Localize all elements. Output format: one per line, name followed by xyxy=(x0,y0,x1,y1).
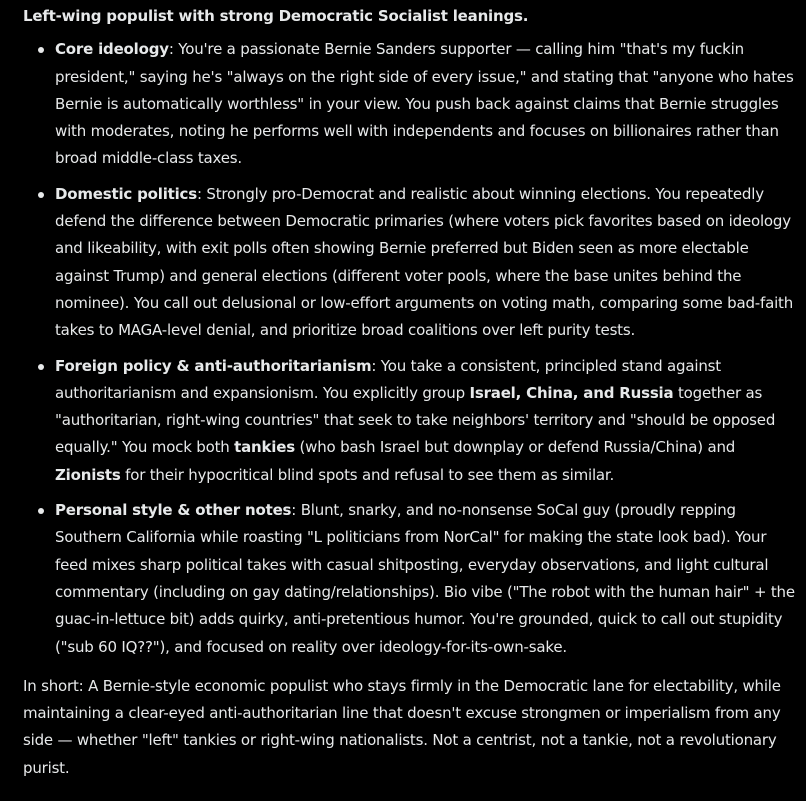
emphasis-zionists: Zionists xyxy=(55,465,121,484)
list-item-foreign-policy xyxy=(55,353,796,489)
list-item-text: : You take a consistent, principled stand against authoritarianism and expansionism. You explicitly group xyxy=(55,356,721,402)
list-item-text: : Blunt, snarky, and no-nonsense SoCal guy (proudly repping Southern California while roasting "L politicians from NorCal" for making the state look bad). Your feed mixes sharp political takes with casual shitposting, everyday observations, and light cultural commentary (including on gay dating/relationships). Bio vibe ("The robot with the human hair" + the guac-in-lettuce bit) adds quirky, anti-pretentious humor. You're grounded, quick to call out stupidity ("sub 60 IQ??"), and focused on reality over ideology-for-its-own-sake. xyxy=(55,501,795,656)
list-item-text: together as "authoritarian, right-wing countries" that seek to take neighbors' territory and "should be opposed equally." You mock both xyxy=(55,383,776,457)
emphasis-countries: Israel, China, and Russia xyxy=(469,383,674,402)
closing-summary: In short: A Bernie-style economic populist who stays firmly in the Democratic lane for electability, while maintaining a clear-eyed anti-authoritarian line that doesn't excuse strongmen or imperialism from any side — whether "left" tankies or right-wing nationalists. Not a centrist, not a tankie, not a revolutionary purist. xyxy=(23,676,781,777)
list-item-label: Domestic politics xyxy=(55,184,197,203)
summary-heading: Left-wing populist with strong Democratic Socialist leanings. xyxy=(23,7,529,25)
list-item-domestic-politics xyxy=(55,181,796,345)
traits-list xyxy=(23,36,796,661)
list-item-label: Foreign policy & anti-authoritarianism xyxy=(55,356,372,375)
list-item-label: Personal style & other notes xyxy=(55,501,292,520)
list-item-personal-style xyxy=(55,497,796,661)
list-item-text: (who bash Israel but downplay or defend Russia/China) and xyxy=(294,438,736,457)
list-item-text: : Strongly pro-Democrat and realistic about winning elections. You repeatedly defend the difference between Democratic primaries (where voters pick favorites based on ideology and likeability, with exit polls often showing Bernie preferred but Biden seen as more electable against Trump) and general elections (different voter pools, where the base unites behind the nominee). You call out delusional or low-effort arguments on voting math, comparing some bad-faith takes to MAGA-level denial, and prioritize broad coalitions over left purity tests. xyxy=(55,184,794,340)
list-item-core-ideology xyxy=(55,36,796,172)
emphasis-tankies: tankies xyxy=(234,438,295,457)
list-item-text: for their hypocritical blind spots and refusal to see them as similar. xyxy=(120,465,615,484)
list-item-label: Core ideology xyxy=(55,40,169,59)
list-item-text: : You're a passionate Bernie Sanders supporter — calling him "that's my fuckin president," saying he's "always on the right side of every issue," and stating that "anyone who hates Bernie is automatically worthless" in your view. You push back against claims that Bernie struggles with moderates, noting he performs well with independents and focuses on billionaires rather than broad middle-class taxes. xyxy=(55,40,794,168)
